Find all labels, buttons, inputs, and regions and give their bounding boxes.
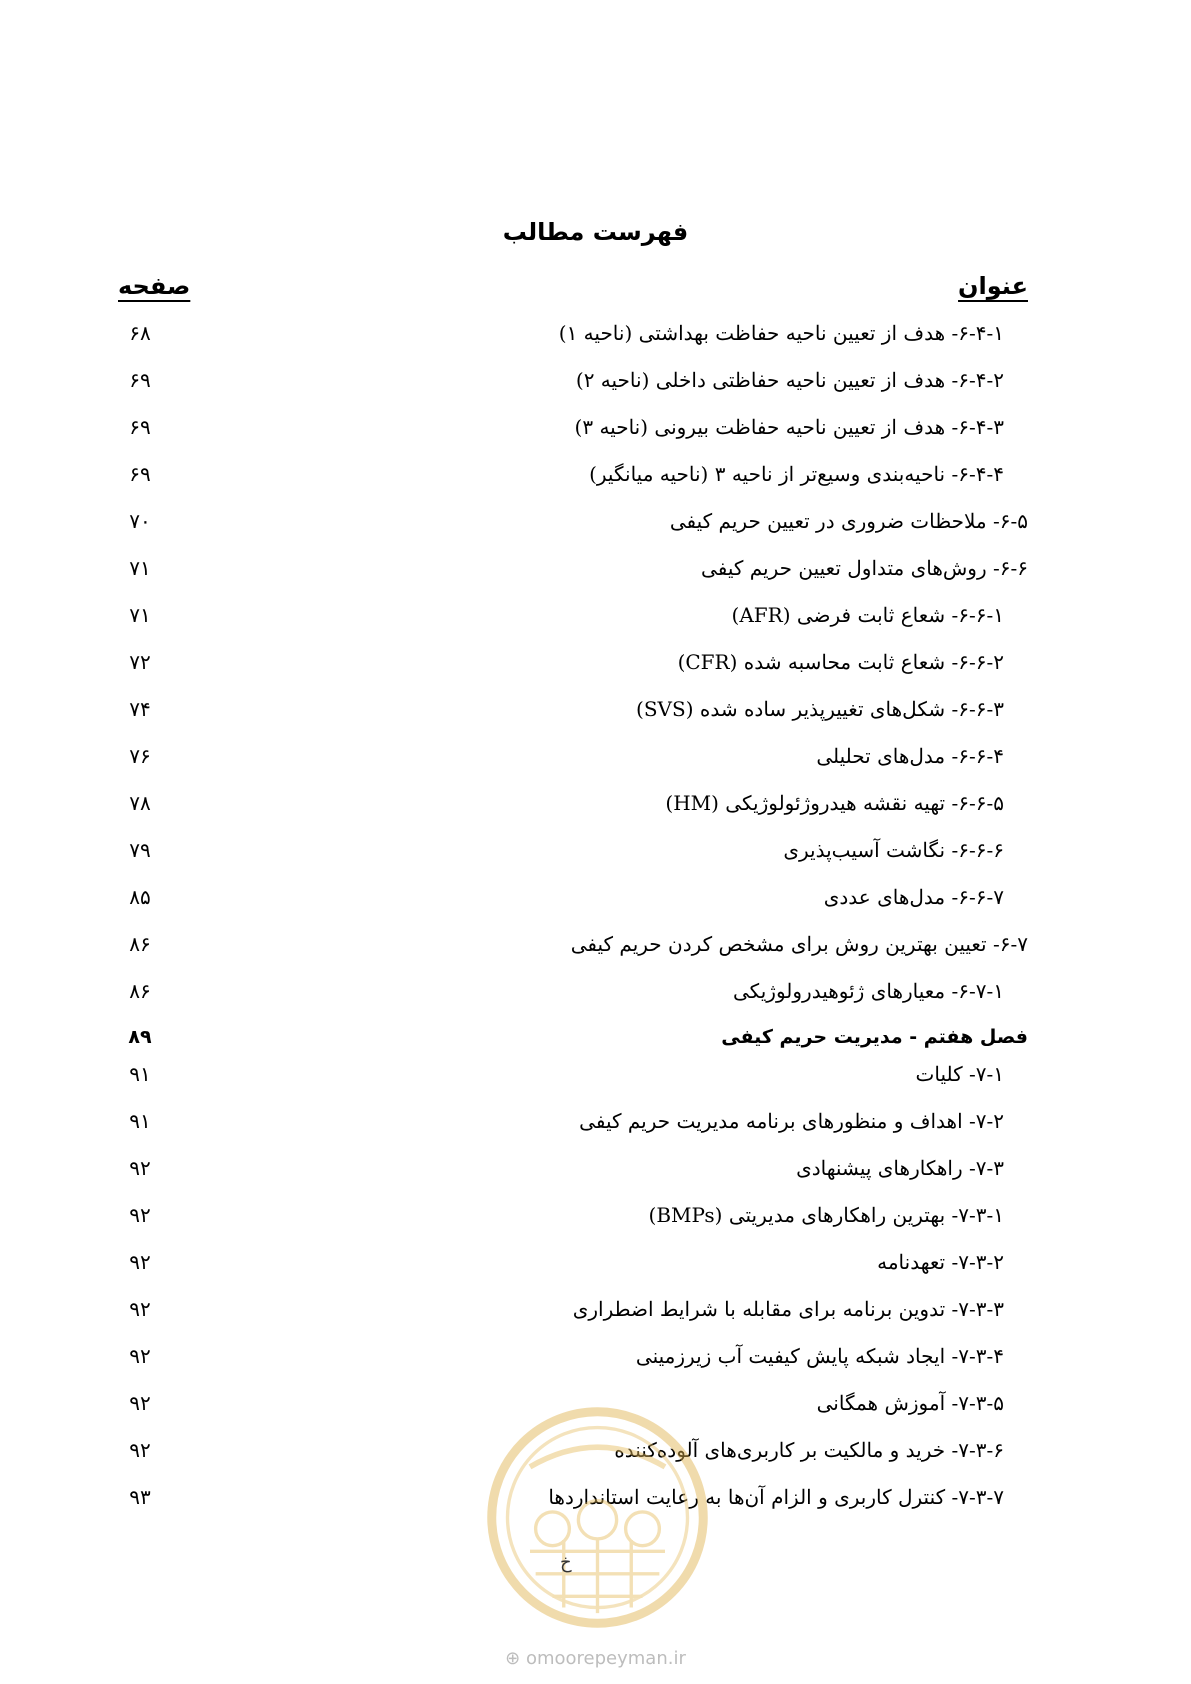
toc-entry-title: ۷-۲- اهداف و منظورهای برنامه مدیریت حریم کیفی: [579, 1109, 1004, 1133]
toc-entry: [0, 1101, 1191, 1148]
toc-entry: [0, 783, 1191, 830]
toc-entry-title: ۶-۴-۱- هدف از تعیین ناحیه حفاظت بهداشتی (ناحیه ۱): [558, 321, 1004, 345]
toc-entry: [0, 360, 1191, 407]
toc-entry-title: ۷-۳-۳- تدوین برنامه برای مقابله با شرایط اضطراری: [572, 1297, 1004, 1321]
toc-entry-page: ۸۵: [129, 885, 151, 909]
toc-entry-title: ۷-۱- کلیات: [915, 1062, 1004, 1086]
toc-entry: [0, 1336, 1191, 1383]
toc-entry: [0, 1054, 1191, 1101]
toc-entry: [0, 830, 1191, 877]
toc-entry-title: فصل هفتم - مدیریت حریم کیفی: [721, 1026, 1028, 1048]
toc-entry-page: ۹۲: [129, 1391, 151, 1415]
toc-entry-page: ۷۸: [129, 791, 151, 815]
toc-entry: [0, 1289, 1191, 1336]
toc-entry-title: ۷-۳-۶- خرید و مالکیت بر کاربری‌های آلوده‌کننده: [614, 1438, 1004, 1462]
page-title: فهرست مطالب: [502, 218, 689, 246]
toc-entry-page: ۹۳: [129, 1485, 151, 1509]
toc-entry-page: ۶۹: [129, 368, 151, 392]
toc-entry-title: ۶-۶-۳- شکل‌های تغییرپذیر ساده شده (SVS): [636, 697, 1004, 721]
toc-entry: [0, 548, 1191, 595]
toc-entry: [0, 924, 1191, 971]
toc-entry-page: ۶۹: [129, 415, 151, 439]
toc-entry-title: ۶-۴-۲- هدف از تعیین ناحیه حفاظتی داخلی (ناحیه ۲): [575, 368, 1004, 392]
column-header-page: صفحه: [118, 272, 191, 300]
toc-entry: [0, 313, 1191, 360]
toc-entry: [0, 501, 1191, 548]
toc-entry-page: ۷۱: [129, 603, 151, 627]
toc-entry: [0, 642, 1191, 689]
toc-entry-page: ۸۶: [129, 979, 151, 1003]
toc-entry-page: ۹۲: [129, 1203, 151, 1227]
toc-entry: [0, 1148, 1191, 1195]
toc-entry-title: ۶-۴-۴- ناحیه‌بندی وسیع‌تر از ناحیه ۳ (ناحیه میانگیر): [589, 462, 1004, 486]
toc-entry: [0, 1018, 1191, 1054]
toc-entry-page: ۹۲: [129, 1156, 151, 1180]
toc-entry-page: ۹۲: [129, 1250, 151, 1274]
toc-entry-title: ۶-۶-۷- مدل‌های عددی: [823, 885, 1004, 909]
toc-entry: [0, 454, 1191, 501]
toc-entry-page: ۹۲: [129, 1344, 151, 1368]
toc-entry-title: ۶-۶-۵- تهیه نقشه هیدروژئولوژیکی (HM): [665, 791, 1004, 815]
watermark-seal-icon: [485, 1405, 710, 1630]
toc-entry-page: ۹۱: [129, 1062, 151, 1086]
toc-entry-title: ۶-۷-۱- معیارهای ژئوهیدرولوژیکی: [733, 979, 1004, 1003]
toc-entry-page: ۷۹: [129, 838, 151, 862]
toc-entry-page: ۷۱: [129, 556, 151, 580]
toc-entry: [0, 407, 1191, 454]
toc-entry-title: ۷-۳-۵- آموزش همگانی: [816, 1391, 1004, 1415]
toc-entry: [0, 971, 1191, 1018]
toc-entry-page: ۷۴: [129, 697, 151, 721]
toc-entry-title: ۷-۳-۱- بهترین راهکارهای مدیریتی (BMPs): [648, 1203, 1004, 1227]
toc-entry-page: ۹۲: [129, 1438, 151, 1462]
toc-entry: [0, 877, 1191, 924]
toc-entry: [0, 1242, 1191, 1289]
toc-entry: [0, 1195, 1191, 1242]
toc-entry-title: ۶-۶-۱- شعاع ثابت فرضی (AFR): [731, 603, 1004, 627]
page-number: خ: [560, 1552, 572, 1573]
toc-entry-page: ۹۱: [129, 1109, 151, 1133]
toc-list: [0, 313, 1191, 1524]
toc-entry-page: ۷۲: [129, 650, 151, 674]
toc-entry-title: ۷-۳-۷- کنترل کاربری و الزام آن‌ها به رعایت استانداردها: [548, 1485, 1004, 1509]
toc-entry-title: ۶-۶-۲- شعاع ثابت محاسبه شده (CFR): [677, 650, 1004, 674]
toc-entry-title: ۷-۳-۲- تعهدنامه: [877, 1250, 1004, 1274]
toc-entry-title: ۶-۶- روش‌های متداول تعیین حریم کیفی: [701, 556, 1028, 580]
toc-entry: [0, 689, 1191, 736]
toc-entry-title: ۶-۴-۳- هدف از تعیین ناحیه حفاظت بیرونی (ناحیه ۳): [574, 415, 1004, 439]
column-header-title: عنوان: [958, 272, 1028, 300]
toc-entry-title: ۷-۳-۴- ایجاد شبکه پایش کیفیت آب زیرزمینی: [635, 1344, 1004, 1368]
toc-entry-page: ۶۸: [129, 321, 151, 345]
toc-entry-page: ۹۲: [129, 1297, 151, 1321]
toc-entry-page: ۷۰: [129, 509, 151, 533]
toc-entry-page: ۸۶: [129, 932, 151, 956]
toc-entry: [0, 595, 1191, 642]
toc-entry-title: ۷-۳- راهکارهای پیشنهادی: [796, 1156, 1004, 1180]
toc-entry-title: ۶-۶-۴- مدل‌های تحلیلی: [816, 744, 1004, 768]
toc-entry-title: ۶-۶-۶- نگاشت آسیب‌پذیری: [783, 838, 1004, 862]
toc-entry-page: ۷۶: [129, 744, 151, 768]
toc-entry-title: ۶-۷- تعیین بهترین روش برای مشخص کردن حریم کیفی: [570, 932, 1028, 956]
toc-entry-title: ۶-۵- ملاحظات ضروری در تعیین حریم کیفی: [669, 509, 1028, 533]
toc-entry-page: ۸۹: [128, 1026, 152, 1048]
toc-entry: [0, 736, 1191, 783]
watermark-site: ⊕ omoorepeyman.ir: [505, 1648, 686, 1669]
toc-entry-page: ۶۹: [129, 462, 151, 486]
